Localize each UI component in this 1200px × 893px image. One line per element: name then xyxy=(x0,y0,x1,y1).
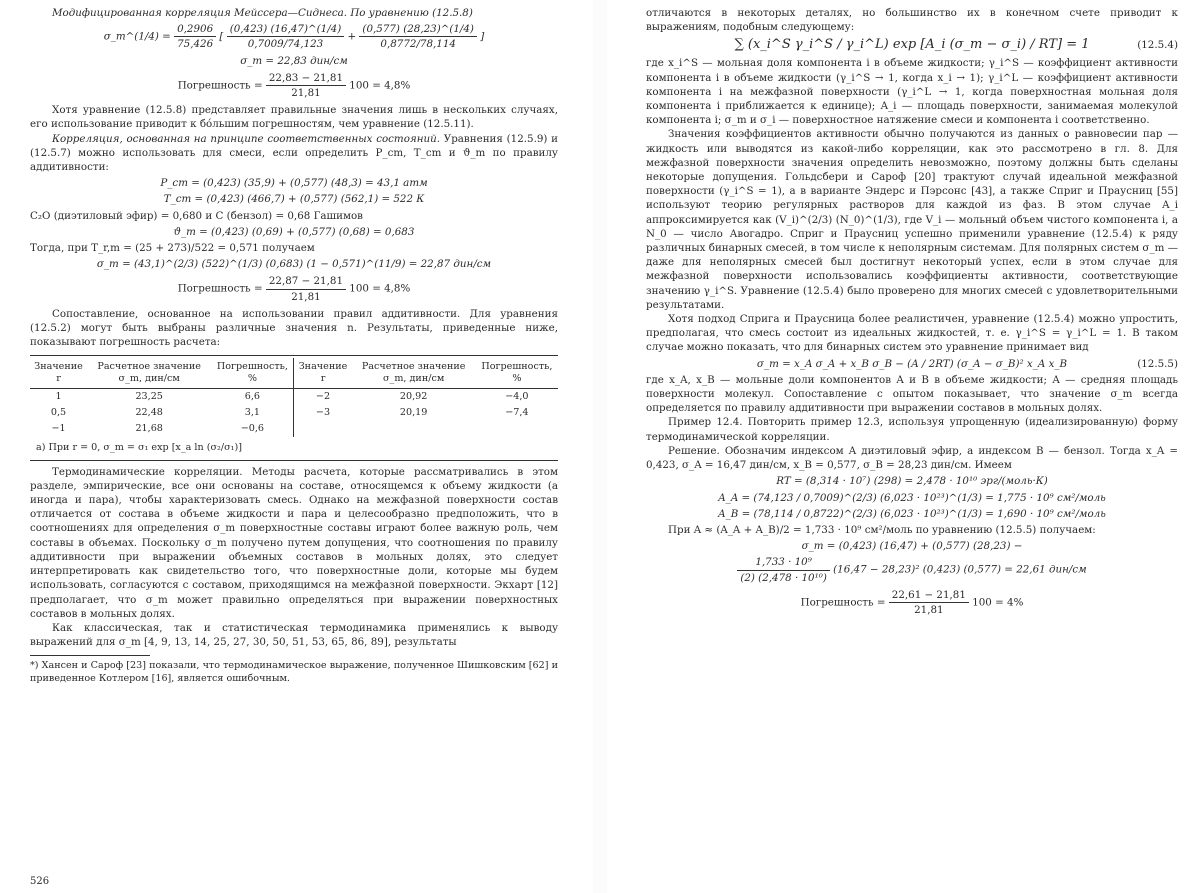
method1-frac-1: $\frac{0,2906}{75,426}$ xyxy=(174,22,216,51)
eq-area-a: A_A = (74,123 / 0,7009)^(2/3) (6,023 · 10²³)^(1/3) = 1,775 · 10⁹ см²/моль xyxy=(718,491,1106,504)
thermo-paragraph-2: Как классическая, так и статистическая термодинамика применялись к выводу выражений для σ_m [4, 9, 13, 14, 25, 27, 30, 50, 51, 53, 65, 86, 89], результаты xyxy=(30,621,558,649)
table-cell: 3,1 xyxy=(211,405,294,421)
right-column xyxy=(646,6,1178,620)
eq-mix-line: C₂O (диэтиловый эфир) = 0,680 и С (бензол) = 0,68 Гашимов xyxy=(30,209,363,222)
table-header-cell: Погрешность, % xyxy=(211,358,294,389)
page-number: 526 xyxy=(30,876,50,887)
table-header-cell: Расчетное значение σ_m, дин/см xyxy=(352,358,476,389)
footnote-divider xyxy=(30,655,150,656)
eq-theta: ϑ_m = (0,423) (0,69) + (0,577) (0,68) = 0,683 xyxy=(173,225,415,238)
results-table-grid xyxy=(30,358,558,437)
table-cell: 23,25 xyxy=(135,391,163,403)
thermo-paragraph-1: Термодинамические корреляции. Методы расчета, которые рассматривались в этом разделе, эмпирические, все они основаны на составе, относящемся к объему жидкости (а иногда и пара), чтобы характеризовать смесь. Однако на межфазной поверхности состав отличается от состава в объеме жидкости и пара и целесообразно предположить, что в соотношениях для определения σ_m поверхностные составы играют более важную роль, чем составы в объемах. Поскольку σ_m получено путем допущения, что соотношения по правилу аддитивности при выражении объемных составов в мольных долях, это следует интерпретировать как свидетельство того, что поверхностные доли, которые мы будем использовать, согласуются с составом, приходящимся на межфазной поверхности. Экхарт [12] предполагает, что σ_m может правильно определяться при выражении поверхностных составов в мольных долях. xyxy=(30,465,558,620)
eq-area-b: A_B = (78,114 / 0,8722)^(2/3) (6,023 · 10²³)^(1/3) = 1,690 · 10⁹ см²/моль xyxy=(718,507,1106,520)
table-header-cell: Значение r xyxy=(30,358,87,389)
table-cell xyxy=(476,421,558,437)
eq-rt: RT = (8,314 · 10⁷) (298) = 2,478 · 10¹⁰ эрг/(моль·К) xyxy=(776,475,1048,488)
right-page xyxy=(610,0,1200,893)
solution-text: Решение. Обозначим индексом A диэтиловый эфир, а индексом B — бензол. Тогда x_A = 0,423, σ_A = 16,47 дин/см, x_B = 0,577, σ_B = 28,23 дин/см. Имеем xyxy=(646,444,1178,472)
method1-error: Погрешность = $\frac{22,83 - 21,81}{21,81}$ 100 = 4,8% xyxy=(177,71,411,100)
table-cell: −4,0 xyxy=(505,391,529,403)
table-cell: 1 xyxy=(55,391,62,403)
method2-body xyxy=(30,132,558,175)
table-row xyxy=(30,405,558,421)
method1-eq-lhs: σ_m^(1/4) = xyxy=(103,30,171,43)
footnote: *) Хансен и Сароф [23] показали, что термодинамическое выражение, полученное Шишковским [62] и приведенное Котлером [16], является ошибочным. xyxy=(30,660,558,685)
method3-text: Сопоставление, основанное на использовании правил аддитивности. Для уравнения (12.5.2) могут быть выбраны различные значения n. Результаты, приведенные ниже, показывают погрешность расчета: xyxy=(30,307,558,349)
table-row xyxy=(30,389,558,406)
method1-frac-3: $\frac{(0,577) (28,23)\^{}(1/4)}{0,8772/78,114}$ xyxy=(359,22,477,51)
eq-tcm: T_cm = (0,423) (466,7) + (0,577) (562,1) = 522 К xyxy=(163,193,425,206)
eq-pcm: P_cm = (0,423) (35,9) + (0,577) (48,3) = 43,1 атм xyxy=(160,177,428,190)
method2-intro: Хотя уравнение (12.5.8) представляет правильные значения лишь в нескольких случаях, его использование приводит к бо́льшим погрешностям, чем уравнение (12.5.11). xyxy=(30,104,558,131)
eq-tr: Тогда, при T_r,m = (25 + 273)/522 = 0,571 получаем xyxy=(30,242,315,255)
method2-text: Уравнения (12.5.9) и (12.5.7) можно использовать для смеси, если определить P_cm, T_cm и ϑ_m по правилу аддитивности: xyxy=(30,132,559,174)
table-cell: 20,19 xyxy=(399,407,428,419)
method1-result: σ_m = 22,83 дин/см xyxy=(240,54,348,67)
method1-frac-2: $\frac{(0,423) (16,47)\^{}(1/4)}{0,7009/74,123}$ xyxy=(227,22,345,51)
calc-intro: При A ≈ (A_A + A_B)/2 = 1,733 · 10⁹ см²/моль по уравнению (12.5.5) получаем: xyxy=(668,523,1096,536)
example-error: Погрешность = $\frac{22,61 - 21,81}{21,81}$ 100 = 4% xyxy=(800,588,1024,616)
table-cell: 20,92 xyxy=(399,391,428,403)
equation-12-5-4: ∑ (x_i^S γ_i^S / γ_i^L) exp [A_i (σ_m − σ_i) / RT] = 1 (12.5.4) xyxy=(734,37,1178,53)
method2-title: Корреляция, основанная на принципе соответственных состояний. xyxy=(52,132,441,145)
calc-line-1: σ_m = (0,423) (16,47) + (0,577) (28,23) − xyxy=(801,540,1023,553)
left-page xyxy=(0,0,590,893)
right-paragraph-4: где x_A, x_B — мольные доли компонентов A и B в объеме жидкости; A — средняя площадь поверхности молекул. Сопоставление с опытом показывает, что значение σ_m всегда определяется по правилу аддитивности при выражении составов в мольных долях. xyxy=(646,373,1178,415)
eq-sigma2: σ_m = (43,1)^(2/3) (522)^(1/3) (0,683) (1 − 0,571)^(11/9) = 22,87 дин/см xyxy=(96,258,492,271)
method2-error: Погрешность = $\frac{22,87 - 21,81}{21,81}$ 100 = 4,8% xyxy=(177,275,411,303)
table-cell xyxy=(352,421,476,437)
table-cell: −3 xyxy=(315,407,331,419)
method1-title: Модифицированная корреляция Мейссера—Сиднеса. По уравнению (12.5.8) xyxy=(52,7,473,19)
table-cell: 22,48 xyxy=(135,407,163,419)
table-header-cell: Расчетное значение σ_m, дин/см xyxy=(87,358,211,389)
table-cell xyxy=(294,421,352,437)
table-cell: 0,5 xyxy=(50,407,67,419)
equation-12-5-5: σ_m = x_A σ_A + x_B σ_B − (A / 2RT) (σ_A − σ_B)² x_A x_B (12.5.5) xyxy=(756,357,1178,370)
right-paragraph-3: Хотя подход Сприга и Праусница более реалистичен, уравнение (12.5.4) можно упростить, предполагая, что смесь состоит из идеальных жидкостей, т. е. γ_i^S = γ_i^L = 1. В таком случае можно показать, что для бинарных систем это уравнение принимает вид xyxy=(646,313,1178,354)
table-cell: 21,68 xyxy=(135,423,163,435)
right-paragraph-2: Значения коэффициентов активности обычно получаются из данных о равновесии пар — жидкость или выводятся из какой-либо корреляции, как это рассмотрено в гл. 8. Для межфазной поверхности значения определить невозможно, поэтому должны быть сделаны некоторые допущения. Гольдсбери и Сароф [20] трактуют случай идеальной межфазной поверхности (γ_i^S = 1), а в варианте Эндерс и Пэрсонс [43], а также Сприг и Праусниц [55] используют теорию регулярных растворов для каждой из фаз. В этом случае A_i аппроксимируется как (V_i)^(2/3) (N_0)^(1/3), где V_i — мольный объем чистого компонента i, а N_0 — число Авогадро. Сприг и Праусниц успешно применили уравнение (12.5.4) к ряду различных бинарных смесей, в том числе к неполярным системам. Для полярных систем σ_m — даже для неполярных смесей был достигнут некоторый успех, если в этом случае для межфазной поверхности использовались коэффициенты активности, соответствующие значению γ_i^S. Уравнение (12.5.4) было проверено для многих смесей с удовлетворительными результатами. xyxy=(646,128,1178,311)
example-title: Пример 12.4. Повторить пример 12.3, используя упрощенную (идеализированную) форму термодинамической корреляции. xyxy=(646,416,1178,443)
table-note: a) При r = 0, σ_m = σ₁ exp [x_a ln (σ₂/σ₁)] xyxy=(36,442,242,454)
table-cell: −2 xyxy=(315,391,331,403)
table-cell: −7,4 xyxy=(505,407,529,419)
left-column xyxy=(30,6,558,685)
right-intro: отличаются в некоторых деталях, но большинство их в конечном счете приводит к выражениям, подобным следующему: xyxy=(646,7,1178,34)
equation-number: (12.5.5) xyxy=(1137,357,1178,370)
table-row xyxy=(30,421,558,437)
results-table xyxy=(30,355,558,460)
page-gutter xyxy=(593,0,607,893)
table-cell: 6,6 xyxy=(211,389,294,406)
calc-line-2: $\frac{\text{1,733 · 10⁹}}{\text{(2) (2,478 · 10¹⁰)}}$ (16,47 − 28,23)² (0,423) (0,577) = 22,61 дин/см xyxy=(646,555,1178,584)
method1-equation: σ_m^(1/4) = $\frac{0,2906}{75,426}$ [ $\frac{(0,423) (16,47)\^{}(1/4)}{0,7009/74,123}$ + $\frac{(0,577) (28,23)\^{}(1/4)}{0,8772/78,114}$ ] xyxy=(103,23,485,51)
equation-number: (12.5.4) xyxy=(1137,39,1178,52)
table-header-cell: Погрешность, % xyxy=(476,358,558,389)
table-header-row xyxy=(30,358,558,389)
table-cell: −1 xyxy=(51,423,66,435)
right-paragraph-1: где x_i^S — мольная доля компонента i в объеме жидкости; γ_i^S — коэффициент активности компонента i в объеме жидкости (γ_i^S → 1, когда x_i → 1); γ_i^L — коэффициент активности компонента i на межфазной поверхности (γ_i^L → 1, когда поверхностная мольная доля компонента i приближается к единице); A_i — площадь поверхности, занимаемая молекулой компонента i; σ_m и σ_i — поверхностное натяжение смеси и компонента i соответственно. xyxy=(646,57,1178,127)
table-header-cell: Значение r xyxy=(294,358,352,389)
table-cell: −0,6 xyxy=(211,421,294,437)
